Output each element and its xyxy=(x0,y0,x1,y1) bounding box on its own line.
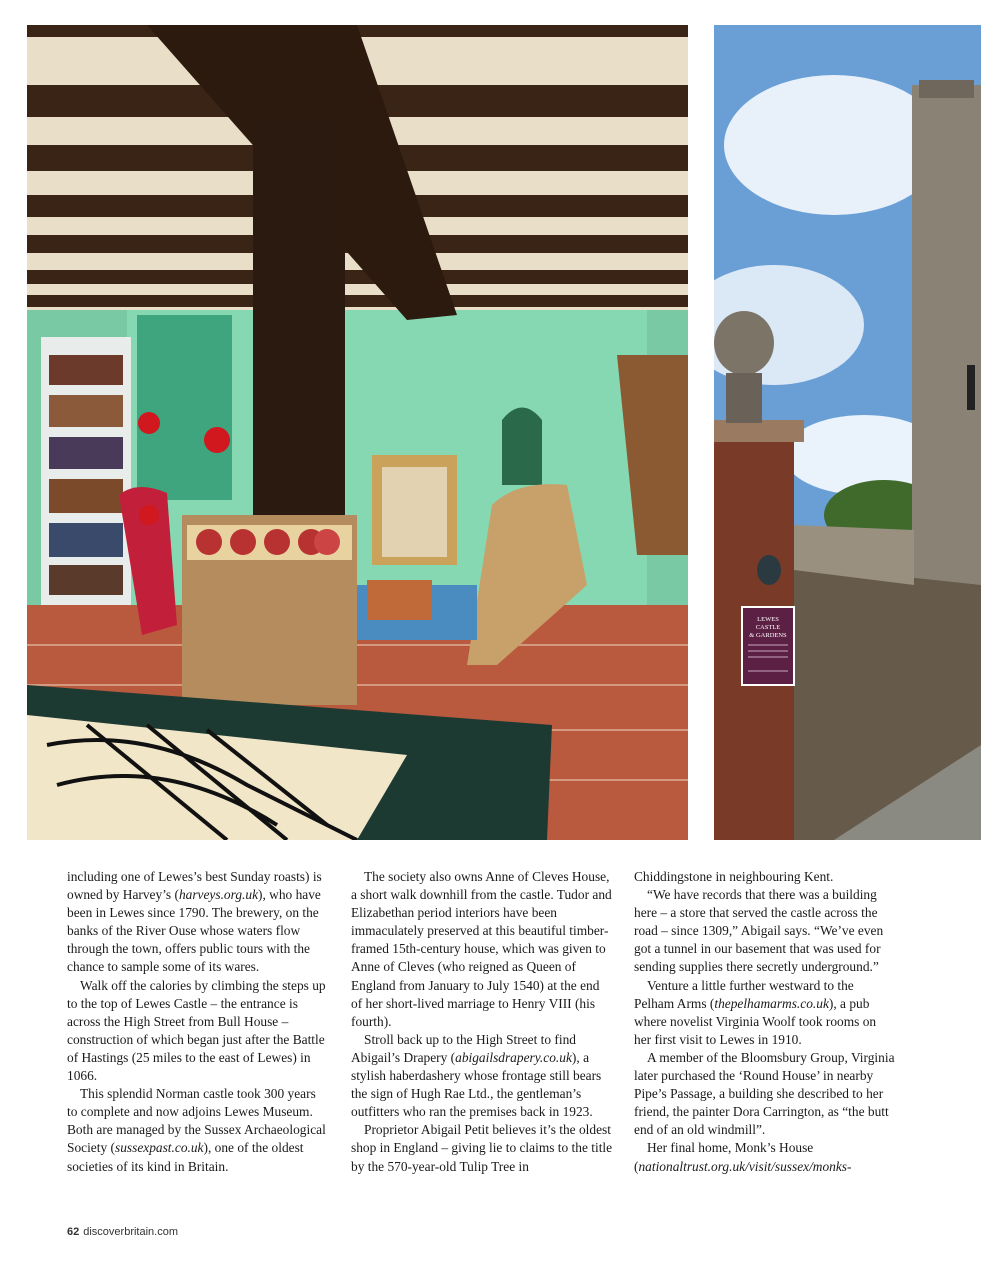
text-run: Walk off the calories by climbing the steps up to the top of Lewes Castle – the entrance is across the High Street from Bull House – construction of which began just after the Battle of Hastings (25 miles to the east of Lewes) in 1066. xyxy=(67,977,326,1084)
interior-photo xyxy=(27,25,688,840)
text-run: ), a stylish haberdashery whose frontage still bears the sign of Hugh Rae Ltd., the gentleman’s outfitters who ran the premises back in 1923. xyxy=(351,1049,602,1120)
website-reference: thepelhamarms.co.uk xyxy=(714,995,829,1011)
text-run: ), one of the oldest societies of its kind in Britain. xyxy=(67,1140,304,1174)
text-run: including one of Lewes’s best Sunday roasts) is owned by Harvey’s ( xyxy=(67,869,322,903)
paragraph xyxy=(67,1085,329,1175)
paragraph xyxy=(351,868,613,1031)
website-reference: abigailsdrapery.co.uk xyxy=(455,1049,572,1065)
site-name: discoverbritain.com xyxy=(83,1226,179,1238)
text-column-3 xyxy=(634,868,896,1176)
page-footer xyxy=(67,1226,178,1238)
text-column-1 xyxy=(67,868,329,1176)
website-reference: sussexpast.co.uk xyxy=(114,1140,204,1156)
paragraph xyxy=(67,977,329,1086)
paragraph xyxy=(634,886,896,976)
paragraph xyxy=(351,1031,613,1121)
text-run: Chiddingstone in neighbouring Kent. xyxy=(634,869,834,884)
page-number: 62 xyxy=(67,1226,80,1238)
website-reference: harveys.org.uk xyxy=(178,887,259,903)
paragraph xyxy=(634,1139,896,1175)
paragraph xyxy=(634,977,896,1049)
text-run: Stroll back up to the High Street to find Abigail’s Drapery ( xyxy=(351,1031,576,1065)
text-run: The society also owns Anne of Cleves House, a short walk downhill from the castle. Tudor and Elizabethan period interiors have been immaculately preserved at this beautiful timber-framed 15th-century house, which was given to Anne of Cleves (who reigned as Queen of England from January to July 1540) at the end of her short-lived marriage to Henry VIII (his fourth). xyxy=(351,869,612,1029)
paragraph xyxy=(634,868,896,886)
text-run: A member of the Bloomsbury Group, Virginia later purchased the ‘Round House’ in nearby Pipe’s Passage, a building she described to her friend, the painter Dora Carrington, as “the butt end of an old windmill”. xyxy=(634,1049,895,1138)
castle-photo xyxy=(714,25,981,840)
text-column-2 xyxy=(351,868,613,1176)
paragraph xyxy=(67,868,329,977)
text-run: This splendid Norman castle took 300 years to complete and now adjoins Lewes Museum. Both are managed by the Sussex Archaeological Society ( xyxy=(67,1086,326,1156)
text-run: Venture a little further westward to the Pelham Arms ( xyxy=(634,977,854,1011)
castle-sign-line-1: LEWES xyxy=(757,616,779,623)
text-run: “We have records that there was a building here – a store that served the castle across the road – since 1309,” Abigail says. “We’ve even got a tunnel in our basement that was used for sending supplies there secretly underground.” xyxy=(634,887,884,975)
website-reference: nationaltrust.org.uk/visit/sussex/monks- xyxy=(638,1158,852,1174)
text-run: ), a pub where novelist Virginia Woolf took rooms on her first visit to Lewes in 1910. xyxy=(634,995,877,1047)
text-run: Her final home, Monk’s House ( xyxy=(634,1140,814,1174)
paragraph xyxy=(634,1049,896,1139)
text-run: ), who have been in Lewes since 1790. The brewery, on the banks of the River Ouse whose waters flow through the town, offers public tours with the chance to sample some of its wares. xyxy=(67,887,321,975)
text-run: Proprietor Abigail Petit believes it’s the oldest shop in England – giving lie to claims to the title by the 570-year-old Tulip Tree in xyxy=(351,1122,613,1174)
castle-sign-line-2: CASTLE xyxy=(755,624,781,631)
paragraph xyxy=(351,1121,613,1175)
castle-sign-line-3: & GARDENS xyxy=(749,632,787,639)
